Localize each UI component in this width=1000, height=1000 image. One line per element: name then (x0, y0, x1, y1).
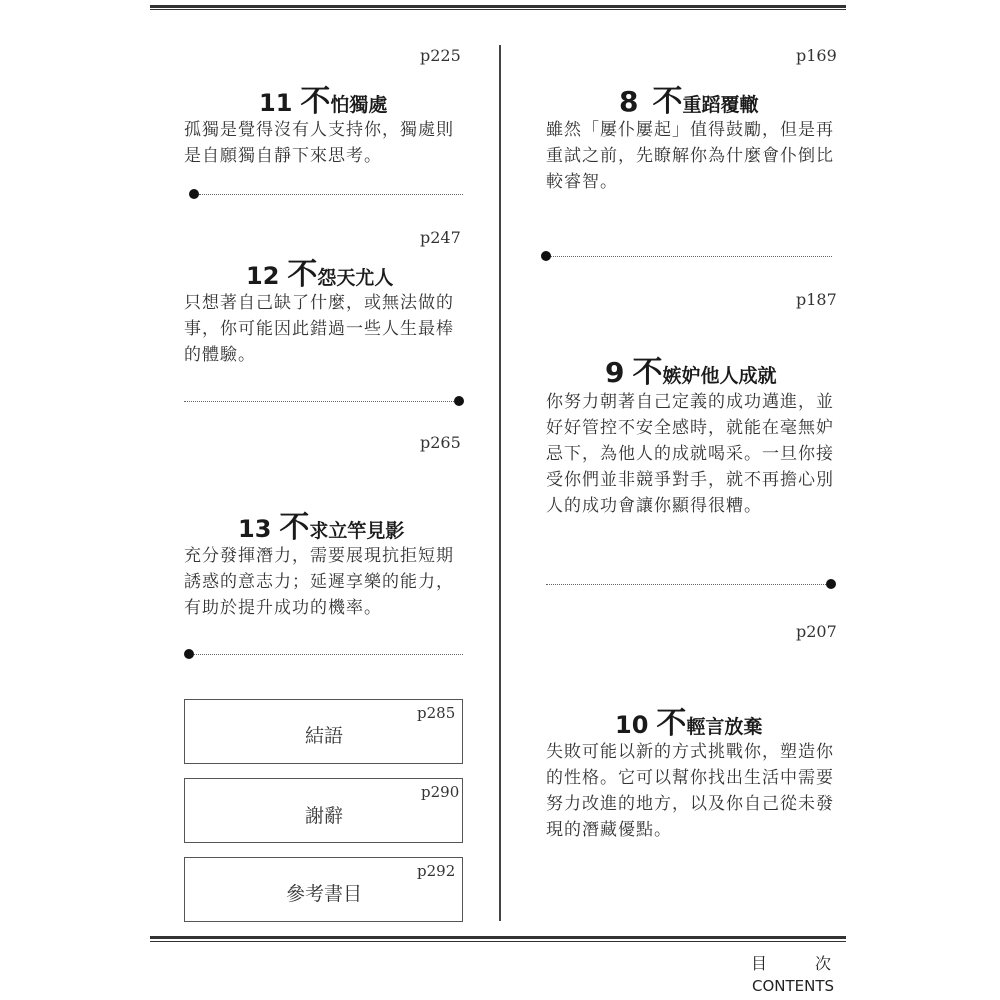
chapter-9-heading: 嫉妒他人成就 (662, 365, 777, 387)
chapter-11-description (184, 117, 474, 169)
chapter-8-line-1: 雖然「屢仆屢起」值得鼓勵，但是再 (546, 120, 834, 140)
chapter-13-line-1: 充分發揮潛力，需要展現抗拒短期 (184, 546, 454, 566)
chapter-8-line-3: 較睿智。 (546, 172, 618, 192)
chapter-9-line-2: 好好管控不安全感時，就能在毫無妒 (546, 418, 834, 438)
chapter-9-line-3: 忌下，為他人的成就喝采。一旦你接 (546, 444, 834, 464)
chapter-10-line-1: 失敗可能以新的方式挑戰你，塑造你 (546, 742, 834, 762)
chapter-11-title[interactable] (259, 76, 387, 120)
acknowledgments-label: 謝辭 (305, 805, 344, 827)
references-label: 參考書目 (286, 883, 363, 905)
top-rule (150, 5, 846, 8)
references-page: p292 (417, 862, 456, 880)
chapter-11-bu: 不 (300, 84, 331, 119)
chapter-9-line-1: 你努力朝著自己定義的成功邁進，並 (546, 392, 834, 412)
chapter-9-line-5: 人的成功會讓你顯得很糟。 (546, 496, 762, 516)
footer-ci: 次 (815, 954, 832, 973)
top-rule-thin (150, 9, 846, 10)
separator-dot (541, 251, 551, 261)
chapter-11-heading: 怕獨處 (330, 94, 388, 116)
chapter-12-line-2: 事，你可能因此錯過一些人生最棒 (184, 319, 454, 339)
chapter-9-line-4: 受你們並非競爭對手，就不再擔心別 (546, 470, 834, 490)
chapter-8-heading: 重蹈覆轍 (682, 94, 759, 116)
dotted-separator (184, 401, 454, 402)
chapter-10-page[interactable]: p207 (796, 622, 837, 641)
chapter-10-title[interactable] (615, 698, 762, 742)
dotted-separator (194, 654, 463, 655)
separator-dot (454, 396, 464, 406)
chapter-12-bu: 不 (287, 257, 318, 292)
chapter-10-line-2: 的性格。它可以幫你找出生活中需要 (546, 768, 834, 788)
chapter-10-description (546, 739, 846, 843)
chapter-13-heading: 求立竿見影 (309, 520, 405, 542)
bottom-rule-thin (150, 941, 846, 942)
chapter-9-page[interactable]: p187 (796, 290, 837, 309)
chapter-8-page[interactable]: p169 (796, 46, 837, 65)
acknowledgments-box[interactable] (184, 778, 463, 843)
conclusion-page: p285 (417, 704, 456, 722)
conclusion-box[interactable] (184, 699, 463, 764)
separator-dot (189, 189, 199, 199)
chapter-13-bu: 不 (279, 510, 310, 545)
dotted-separator (546, 584, 826, 585)
column-divider (499, 45, 501, 921)
chapter-13-title[interactable] (238, 502, 404, 546)
chapter-11-line-2: 是自願獨自靜下來思考。 (184, 146, 382, 166)
bottom-rule (150, 936, 846, 939)
chapter-8-description (546, 117, 846, 195)
chapter-9-description (546, 389, 846, 519)
chapter-11-number: 11 (259, 89, 293, 117)
chapter-10-bu: 不 (656, 706, 687, 741)
separator-dot (184, 649, 194, 659)
chapter-12-title[interactable] (246, 249, 393, 293)
chapter-12-description (184, 290, 474, 368)
chapter-8-number: 8 (619, 85, 639, 118)
chapter-8-bu: 不 (652, 84, 683, 119)
chapter-8-line-2: 重試之前，先瞭解你為什麼會仆倒比 (546, 146, 834, 166)
chapter-12-heading: 怨天尤人 (317, 267, 394, 289)
chapter-11-page[interactable]: p225 (420, 46, 461, 65)
acknowledgments-page: p290 (421, 783, 460, 801)
chapter-13-page[interactable]: p265 (420, 433, 461, 452)
chapter-13-line-2: 誘惑的意志力；延遲享樂的能力， (184, 572, 454, 592)
conclusion-label: 結語 (305, 725, 344, 747)
references-box[interactable] (184, 857, 463, 922)
chapter-12-page[interactable]: p247 (420, 228, 461, 247)
chapter-9-number: 9 (605, 356, 625, 389)
chapter-12-number: 12 (246, 262, 280, 290)
chapter-10-heading: 輕言放棄 (686, 716, 763, 738)
footer-mu: 目 (751, 954, 768, 973)
chapter-13-number: 13 (238, 515, 272, 543)
chapter-12-line-3: 的體驗。 (184, 345, 256, 365)
chapter-9-bu: 不 (632, 355, 663, 390)
chapter-13-line-3: 有助於提升成功的機率。 (184, 598, 382, 618)
chapter-13-description (184, 543, 474, 621)
chapter-12-line-1: 只想著自己缺了什麼，或無法做的 (184, 293, 454, 313)
chapter-10-number: 10 (615, 711, 649, 739)
chapter-10-line-3: 努力改進的地方，以及你自己從未發 (546, 794, 834, 814)
dotted-separator (199, 194, 463, 195)
chapter-9-title[interactable] (605, 347, 777, 391)
chapter-11-line-1: 孤獨是覺得沒有人支持你，獨處則 (184, 120, 454, 140)
footer-contents: CONTENTS (752, 977, 835, 995)
chapter-10-line-4: 現的潛藏優點。 (546, 820, 672, 840)
chapter-8-title[interactable] (619, 76, 759, 120)
separator-dot (826, 579, 836, 589)
dotted-separator (551, 256, 832, 257)
